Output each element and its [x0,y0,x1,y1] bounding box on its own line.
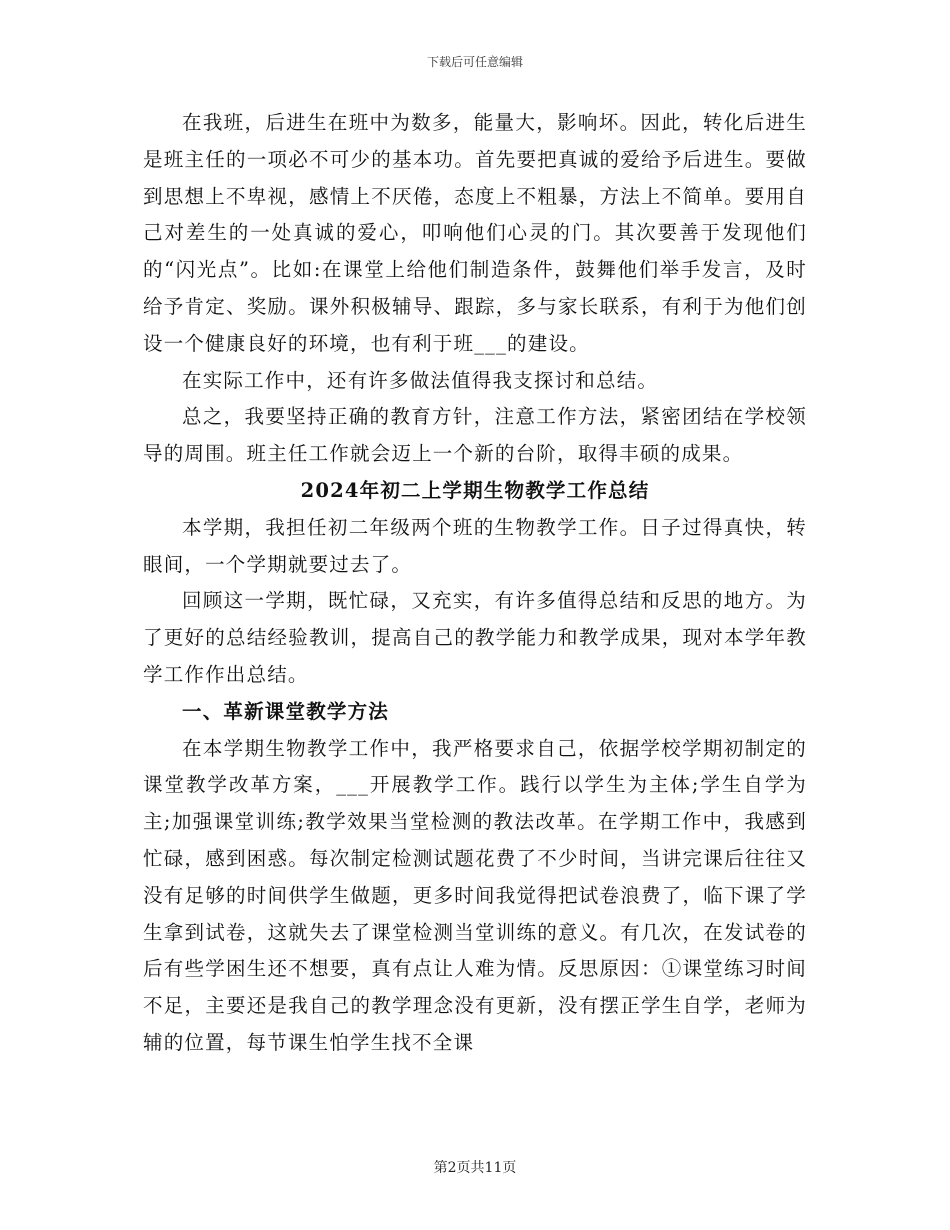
section-heading: 一、革新课堂教学方法 [182,699,390,723]
paragraph: 在我班，后进生在班中为数多，能量大，影响坏。因此，转化后进生是班主任的一项必不可少的基本功。首先要把真诚的爱给予后进生。要做到思想上不卑视，感情上不厌倦，态度上不粗暴，方法上不简单。要用自己对差生的一处真诚的爱心，叩响他们心灵的门。其次要善于发现他们的“闪光点”。比如:在课堂上给他们制造条件，鼓舞他们举手发言，及时给予肯定、奖励。课外积极辅导、跟踪，多与家长联系，有利于为他们创设一个健康良好的环境，也有利于班___的建设。 [143,111,807,355]
paragraph: 本学期，我担任初二年级两个班的生物教学工作。日子过得真快，转眼间，一个学期就要过去了。 [143,515,807,576]
paragraph: 回顾这一学期，既忙碌，又充实，有许多值得总结和反思的地方。为了更好的总结经验教训，提高自己的教学能力和教学成果，现对本学年教学工作作出总结。 [143,589,807,686]
page-footer: 第2页共11页 [433,1160,517,1176]
paragraph: 在实际工作中，还有许多做法值得我支探讨和总结。 [182,368,659,392]
document-body [143,105,807,1062]
document-title: 2024年初二上学期生物教学工作总结 [300,478,650,502]
page-header: 下载后可任意编辑 [426,55,523,69]
paragraph: 总之，我要坚持正确的教育方针，注意工作方法，紧密团结在学校领导的周围。班主任工作就会迈上一个新的台阶，取得丰硕的成果。 [143,405,807,466]
paragraph: 在本学期生物教学工作中，我严格要求自己，依据学校学期初制定的课堂教学改革方案，___开展教学工作。践行以学生为主体;学生自学为主;加强课堂训练;教学效果当堂检测的教法改革。在学期工作中，我感到忙碌，感到困惑。每次制定检测试题花费了不少时间，当讲完课后往往又没有足够的时间供学生做题，更多时间我觉得把试卷浪费了，临下课了学生拿到试卷，这就失去了课堂检测当堂训练的意义。有几次，在发试卷的后有些学困生还不想要，真有点让人难为情。反思原因：①课堂练习时间不足，主要还是我自己的教学理念没有更新，没有摆正学生自学，老师为辅的位置，每节课生怕学生找不全课 [143,736,807,1054]
